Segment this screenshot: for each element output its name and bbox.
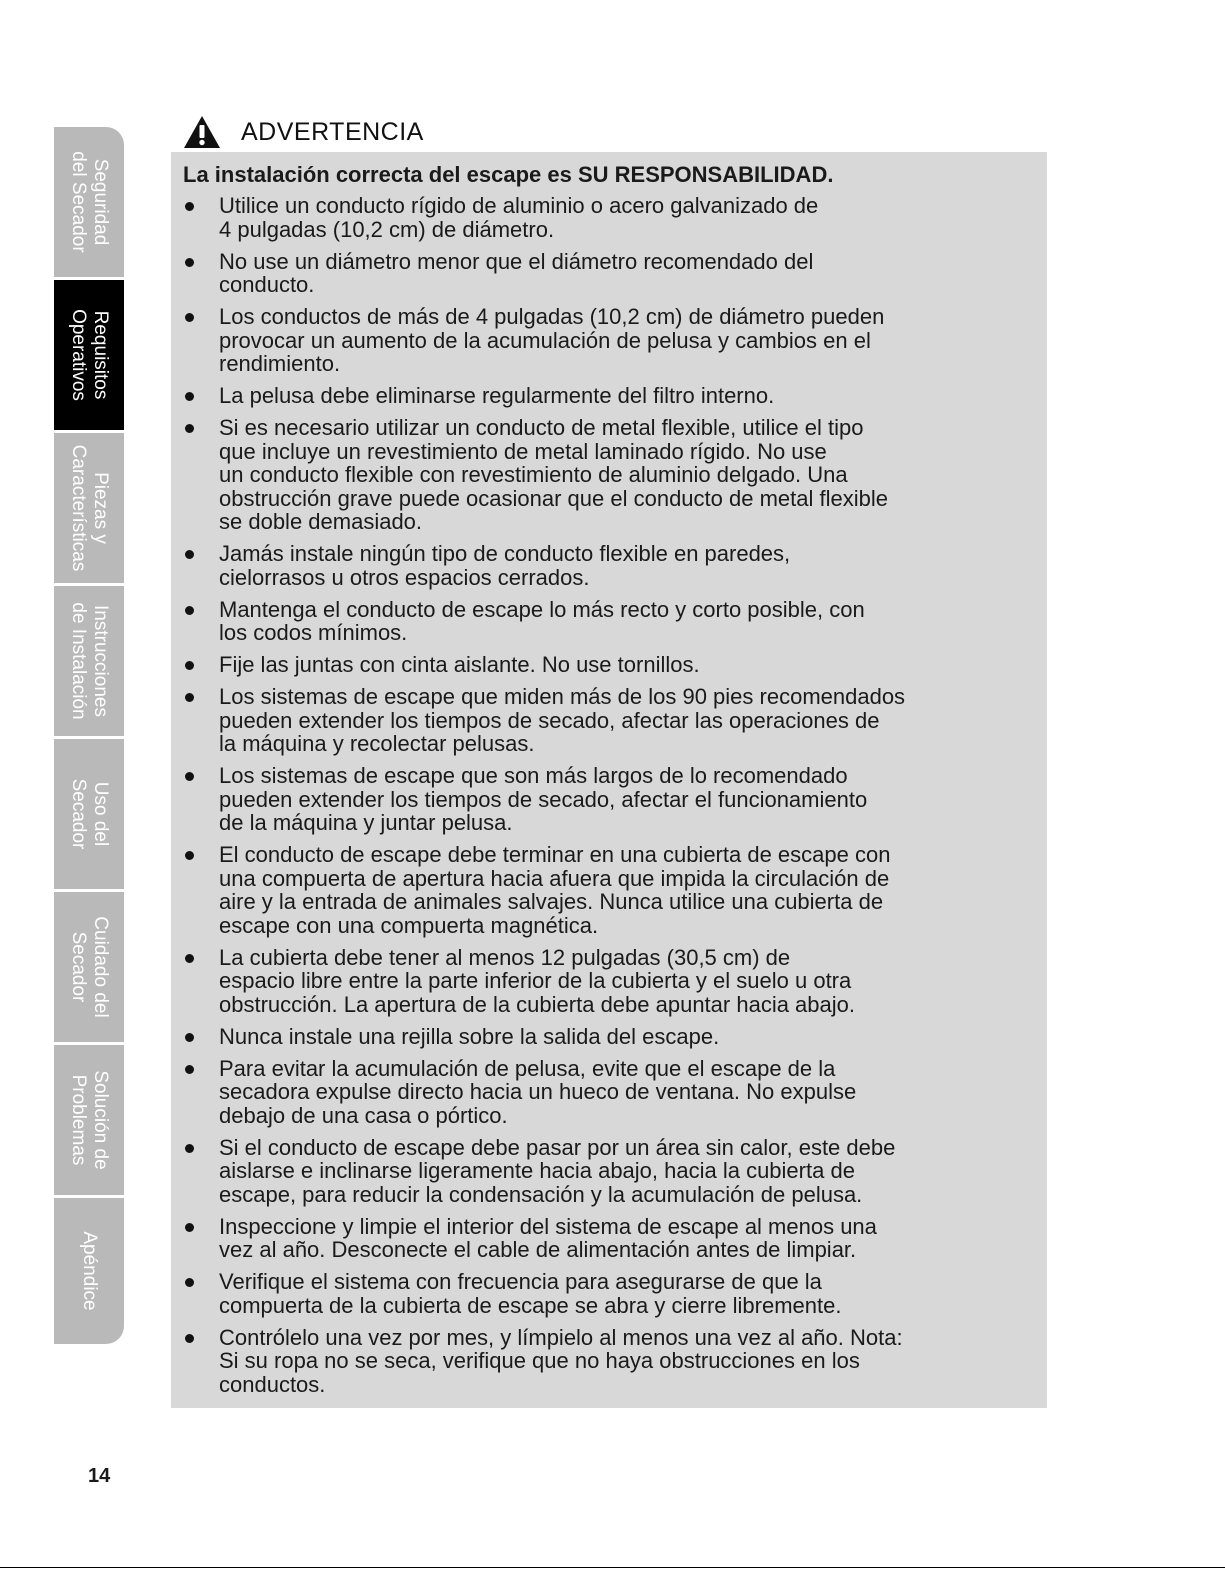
section-tab-label: Requisitos Operativos [68,309,111,401]
bottom-divider [0,1567,1225,1568]
warning-title: ADVERTENCIA [241,117,424,146]
bullet-item: Inspeccione y limpie el interior del sistema de escape al menos una vez al año. Desconecte el cable de alimentación antes de limpiar. [183,1215,1037,1262]
section-tab[interactable] [54,280,124,430]
warning-triangle-icon [183,115,221,149]
bullet-item: Para evitar la acumulación de pelusa, evite que el escape de la secadora expulse directo hacia un hueco de ventana. No expulse debajo de una casa o pórtico. [183,1057,1037,1128]
section-tab-label: Solución de Problemas [68,1070,111,1170]
page-number: 14 [88,1465,111,1487]
section-tab-label: Seguridad del Secador [68,151,111,253]
bullet-item: Si es necesario utilizar un conducto de metal flexible, utilice el tipo que incluye un revestimiento de metal laminado rígido. No use un conducto flexible con revestimiento de aluminio delgado. Una obstrucción grave puede ocasionar que el conducto de metal flexible se doble demasiado. [183,416,1037,534]
bullet-item: Fije las juntas con cinta aislante. No use tornillos. [183,653,1037,677]
bullet-item: Nunca instale una rejilla sobre la salida del escape. [183,1025,1037,1049]
section-tab-label: Piezas y Características [68,444,111,572]
bullet-item: Si el conducto de escape debe pasar por un área sin calor, este debe aislarse e inclinarse ligeramente hacia abajo, hacia la cubierta de escape, para reducir la condensación y la acumulación de pelusa. [183,1136,1037,1207]
bullet-item: La cubierta debe tener al menos 12 pulgadas (30,5 cm) de espacio libre entre la parte inferior de la cubierta y el suelo u otra obstrucción. La apertura de la cubierta debe apuntar hacia abajo. [183,946,1037,1017]
section-tab[interactable] [54,586,124,736]
section-tab-label: Apéndice [79,1231,100,1311]
bullet-item: Utilice un conducto rígido de aluminio o acero galvanizado de 4 pulgadas (10,2 cm) de diámetro. [183,194,1037,241]
bullet-item: Jamás instale ningún tipo de conducto flexible en paredes, cielorrasos u otros espacios cerrados. [183,542,1037,589]
section-tabs [54,127,124,1347]
section-tab[interactable] [54,1198,124,1344]
section-tab[interactable] [54,739,124,889]
section-tab-label: Uso del Secador [68,778,111,850]
bullet-list [183,194,1037,1396]
section-tab[interactable] [54,433,124,583]
panel-heading: La instalación correcta del escape es SU RESPONSABILIDAD. [183,162,834,187]
bullet-item: La pelusa debe eliminarse regularmente del filtro interno. [183,384,1037,408]
section-tab-label: Instrucciones de Instalación [68,602,111,720]
bullet-item: Contrólelo una vez por mes, y límpielo al menos una vez al año. Nota: Si su ropa no se seca, verifique que no haya obstrucciones en los conductos. [183,1326,1037,1397]
bullet-item: Los conductos de más de 4 pulgadas (10,2 cm) de diámetro pueden provocar un aumento de la acumulación de pelusa y cambios en el rendimiento. [183,305,1037,376]
warning-header [183,112,424,152]
bullet-item: No use un diámetro menor que el diámetro recomendado del conducto. [183,250,1037,297]
section-tab[interactable] [54,1045,124,1195]
warning-panel [171,152,1047,1408]
section-tab[interactable] [54,892,124,1042]
bullet-item: Los sistemas de escape que miden más de los 90 pies recomendados pueden extender los tiempos de secado, afectar las operaciones de la máquina y recolectar pelusas. [183,685,1037,756]
bullet-item: El conducto de escape debe terminar en una cubierta de escape con una compuerta de apertura hacia afuera que impida la circulación de aire y la entrada de animales salvajes. Nunca utilice una cubierta de escape con una compuerta magnética. [183,843,1037,937]
section-tab-label: Cuidado del Secador [68,916,111,1018]
bullet-item: Mantenga el conducto de escape lo más recto y corto posible, con los codos mínimos. [183,598,1037,645]
bullet-item: Los sistemas de escape que son más largos de lo recomendado pueden extender los tiempos de secado, afectar el funcionamiento de la máquina y juntar pelusa. [183,764,1037,835]
section-tab[interactable] [54,127,124,277]
bullet-item: Verifique el sistema con frecuencia para asegurarse de que la compuerta de la cubierta de escape se abra y cierre libremente. [183,1270,1037,1317]
